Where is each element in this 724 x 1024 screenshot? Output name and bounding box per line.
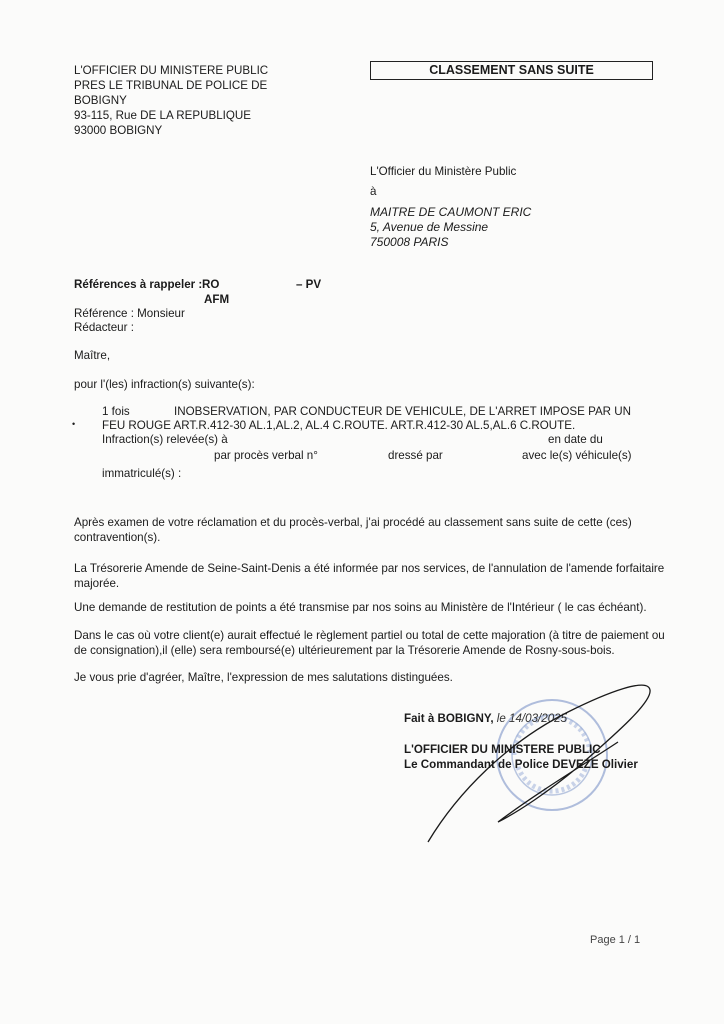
infraction-vehicule: avec le(s) véhicule(s) (522, 449, 632, 462)
infraction-releve: Infraction(s) relevée(s) à (102, 433, 228, 446)
document-title: CLASSEMENT SANS SUITE (370, 61, 653, 80)
sender-line: L'OFFICIER DU MINISTERE PUBLIC (74, 64, 269, 77)
recipient-name: MAITRE DE CAUMONT ERIC (370, 205, 532, 219)
recipient-to-word: à (370, 185, 377, 198)
sender-line: BOBIGNY (74, 94, 127, 107)
paragraph-points: Une demande de restitution de points a été transmise par nos soins au Ministère de l'Intérieur ( le cas échéant). (74, 601, 647, 614)
sender-line: PRES LE TRIBUNAL DE POLICE DE (74, 79, 268, 92)
sender-line: 93000 BOBIGNY (74, 124, 163, 137)
page-number: Page 1 / 1 (590, 934, 641, 946)
references-afm: AFM (204, 293, 230, 306)
infraction-dresse: dressé par (388, 449, 443, 462)
signature-name: Le Commandant de Police DEVEZE Olivier (404, 758, 638, 771)
intro-text: pour l'(les) infraction(s) suivante(s): (74, 378, 255, 391)
signature-title: L'OFFICIER DU MINISTERE PUBLIC (404, 743, 601, 756)
handwritten-signature-icon (418, 672, 658, 852)
paragraph-tresorerie: La Trésorerie Amende de Seine-Saint-Denis a été informée par nos services, de l'annulation de l'amende forfaitaire majorée. (74, 562, 665, 591)
bullet: • (72, 419, 76, 429)
infraction-pv-label: par procès verbal n° (214, 449, 318, 462)
sender-address (74, 63, 268, 138)
signature-date: le 14/03/2025 (496, 712, 568, 725)
redacteur-line: Rédacteur : (74, 321, 134, 334)
references-ro: RO (202, 278, 220, 291)
infraction-en-date: en date du (548, 433, 603, 446)
signature-place: Fait à BOBIGNY, (404, 712, 494, 725)
recipient-block (370, 164, 531, 250)
infraction-line2: FEU ROUGE ART.R.412-30 AL.1,AL.2, AL.4 C.ROUTE. ART.R.412-30 AL.5,AL.6 C.ROUTE. (102, 419, 576, 432)
recipient-from: L'Officier du Ministère Public (370, 165, 517, 178)
references-label: Références à rappeler : (74, 278, 203, 291)
infraction-line1: INOBSERVATION, PAR CONDUCTEUR DE VEHICULE, DE L'ARRET IMPOSE PAR UN (174, 405, 632, 418)
infraction-block (102, 404, 632, 480)
paragraph-remboursement: Dans le cas où votre client(e) aurait effectué le règlement partiel ou total de cette majoration (à titre de paiement ou de consignation),il (elle) sera remboursé(e) ultérieurement par la Trésorerie Amende de Rosny-sous-bois. (74, 629, 665, 658)
paragraph-classement: Après examen de votre réclamation et du procès-verbal, j'ai procédé au classement sans suite de cette (ces) contravention(s). (74, 516, 632, 545)
recipient-address-line2: 750008 PARIS (370, 235, 449, 249)
paragraph-salutations: Je vous prie d'agréer, Maître, l'expression de mes salutations distinguées. (74, 671, 453, 684)
sender-line: 93-115, Rue DE LA REPUBLIQUE (74, 109, 251, 122)
infraction-immat: immatriculé(s) : (102, 467, 182, 480)
recipient-address-line1: 5, Avenue de Messine (370, 220, 489, 234)
references-pv: – PV (296, 278, 322, 291)
infraction-count: 1 fois (102, 405, 130, 418)
greeting: Maître, (74, 349, 111, 362)
reference-line: Référence : Monsieur (74, 307, 185, 320)
references-block (74, 277, 374, 334)
